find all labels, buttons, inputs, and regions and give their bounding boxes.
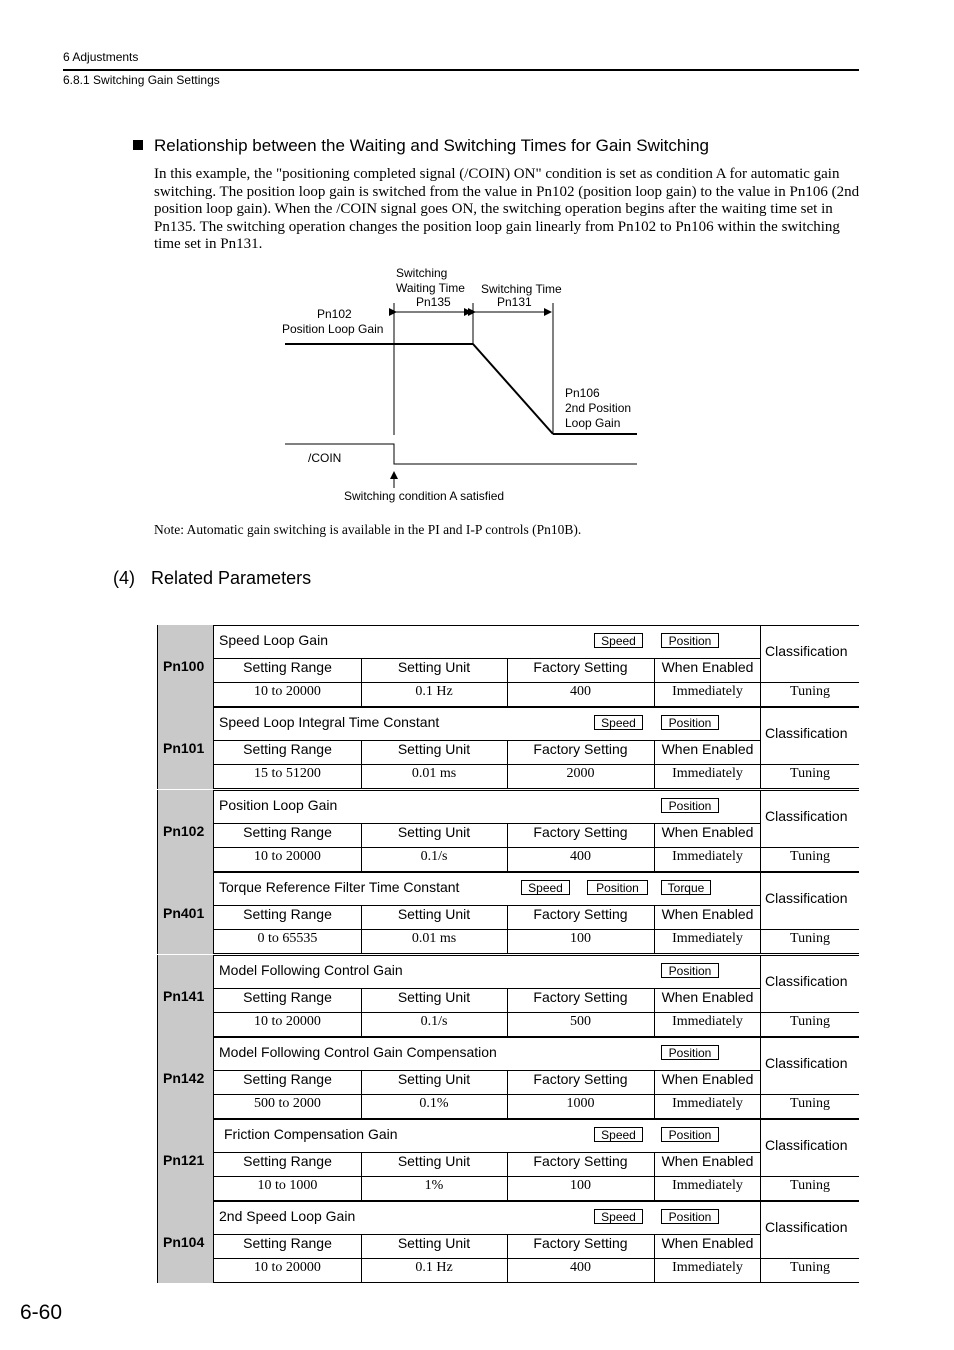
table-top-rule — [157, 707, 859, 708]
value-enabled: Immediately — [672, 1260, 743, 1275]
column-header-range: Setting Range — [243, 824, 332, 840]
value-factory: 400 — [570, 684, 591, 699]
column-header-unit: Setting Unit — [397, 1153, 471, 1169]
table-top-rule — [157, 1119, 859, 1120]
value-enabled: Immediately — [672, 1014, 743, 1029]
column-header-unit: Setting Unit — [397, 659, 471, 675]
classification-divider — [760, 1012, 859, 1013]
column-header-factory: Factory Setting — [533, 741, 628, 757]
value-unit: 1% — [424, 1178, 444, 1193]
value-range: 10 to 20000 — [254, 849, 321, 864]
label-pn102-2: Position Loop Gain — [282, 322, 384, 336]
control-mode-tag-torque: Torque — [661, 880, 711, 895]
param-id: Pn101 — [157, 707, 214, 789]
header-chapter: 6 Adjustments — [63, 50, 139, 64]
param-table-pn141 — [157, 955, 859, 1037]
value-factory: 1000 — [566, 1096, 595, 1111]
value-range: 10 to 20000 — [254, 684, 321, 699]
table-bottom-rule — [157, 788, 859, 789]
param-table-pn104 — [157, 1201, 859, 1283]
value-enabled: Immediately — [672, 684, 743, 699]
value-classification: Tuning — [790, 931, 830, 946]
value-factory: 100 — [570, 931, 591, 946]
label-pn106-3: Loop Gain — [565, 416, 621, 430]
control-mode-tag-position: Position — [661, 963, 719, 978]
control-mode-tag-speed: Speed — [594, 633, 643, 648]
column-header-unit: Setting Unit — [397, 989, 471, 1005]
value-unit: 0.1/s — [420, 849, 448, 864]
table-bottom-rule — [157, 953, 859, 954]
param-name: Friction Compensation Gain — [224, 1126, 398, 1142]
table-bottom-rule — [157, 1282, 859, 1283]
classification-label: Classification — [765, 1055, 848, 1071]
column-header-enabled: When Enabled — [661, 659, 754, 675]
label-switching-1: Switching Time — [481, 282, 562, 296]
value-range: 10 to 1000 — [257, 1178, 318, 1193]
label-switching-2: Pn131 — [497, 295, 532, 309]
column-header-range: Setting Range — [243, 659, 332, 675]
classification-divider — [760, 1094, 859, 1095]
classification-divider — [760, 929, 859, 930]
param-name: Position Loop Gain — [219, 797, 338, 813]
param-id: Pn141 — [157, 955, 214, 1037]
param-table-pn100 — [157, 625, 859, 707]
table-top-rule — [157, 1037, 859, 1038]
page-number: 6-60 — [20, 1301, 63, 1324]
classification-divider — [760, 1258, 859, 1259]
control-mode-tag-position: Position — [661, 1209, 719, 1224]
value-classification: Tuning — [790, 1178, 830, 1193]
control-mode-tag-position: Position — [661, 798, 719, 813]
column-header-enabled: When Enabled — [661, 1153, 754, 1169]
column-header-range: Setting Range — [243, 906, 332, 922]
classification-label: Classification — [765, 1137, 848, 1153]
label-condition: Switching condition A satisfied — [344, 489, 505, 503]
value-classification: Tuning — [790, 849, 830, 864]
section-paragraph: In this example, the "positioning completed signal (/COIN) ON" condition is set as condition A for automatic gain switching. The position loop gain is switched from the value in Pn102 (position loop gain) to the value in Pn106 (2nd position loop gain). When the /COIN signal goes ON, the switching operation begins after the waiting time set in Pn135. The switching operation changes the position loop gain linearly from Pn102 to Pn106 within the switching time set in Pn131. — [154, 166, 860, 252]
column-header-range: Setting Range — [243, 741, 332, 757]
value-range: 0 to 65535 — [257, 931, 318, 946]
control-mode-tag-speed: Speed — [594, 715, 643, 730]
column-header-range: Setting Range — [243, 1153, 332, 1169]
column-header-enabled: When Enabled — [661, 906, 754, 922]
control-mode-tag-speed: Speed — [594, 1127, 643, 1142]
table-top-rule — [157, 1201, 859, 1202]
label-coin: /COIN — [308, 451, 342, 465]
param-table-pn102 — [157, 790, 859, 872]
classification-divider — [760, 764, 859, 765]
value-classification: Tuning — [790, 1096, 830, 1111]
value-enabled: Immediately — [672, 1178, 743, 1193]
value-factory: 400 — [570, 849, 591, 864]
value-factory: 100 — [570, 1178, 591, 1193]
classification-divider — [760, 1176, 859, 1177]
control-mode-tag-position: Position — [661, 1127, 719, 1142]
param-name: 2nd Speed Loop Gain — [219, 1208, 356, 1224]
control-mode-tag-position: Position — [587, 880, 648, 895]
control-mode-tag-position: Position — [661, 1045, 719, 1060]
gain-switching-diagram — [0, 0, 954, 520]
classification-label: Classification — [765, 973, 848, 989]
column-header-range: Setting Range — [243, 1235, 332, 1251]
param-table-pn101 — [157, 707, 859, 789]
column-header-range: Setting Range — [243, 989, 332, 1005]
header-section: 6.8.1 Switching Gain Settings — [63, 73, 220, 87]
label-pn102-1: Pn102 — [317, 307, 352, 321]
column-header-range: Setting Range — [243, 1071, 332, 1087]
value-range: 15 to 51200 — [254, 766, 321, 781]
value-row-top — [214, 929, 761, 930]
column-header-unit: Setting Unit — [397, 824, 471, 840]
param-table-pn142 — [157, 1037, 859, 1119]
control-mode-tag-position: Position — [661, 633, 719, 648]
column-header-factory: Factory Setting — [533, 1153, 628, 1169]
column-header-factory: Factory Setting — [533, 906, 628, 922]
value-enabled: Immediately — [672, 849, 743, 864]
param-id: Pn401 — [157, 872, 214, 954]
value-unit: 0.01 ms — [411, 766, 457, 781]
value-unit: 0.1 Hz — [415, 1260, 453, 1275]
value-row-top — [214, 1012, 761, 1013]
label-pn106-2: 2nd Position — [565, 401, 632, 415]
param-id: Pn104 — [157, 1201, 214, 1283]
value-factory: 2000 — [566, 766, 595, 781]
classification-label: Classification — [765, 725, 848, 741]
column-header-enabled: When Enabled — [661, 989, 754, 1005]
related-parameters-title — [113, 568, 311, 589]
label-pn106-1: Pn106 — [565, 386, 600, 400]
value-row-top — [214, 764, 761, 765]
value-range: 10 to 20000 — [254, 1014, 321, 1029]
table-top-rule — [157, 872, 859, 873]
column-header-unit: Setting Unit — [397, 1235, 471, 1251]
label-waiting-3: Pn135 — [416, 295, 451, 309]
value-factory: 500 — [570, 1014, 591, 1029]
classification-label: Classification — [765, 1219, 848, 1235]
value-range: 10 to 20000 — [254, 1260, 321, 1275]
column-header-enabled: When Enabled — [661, 1235, 754, 1251]
value-factory: 400 — [570, 1260, 591, 1275]
note-text: Note: Automatic gain switching is available in the PI and I-P controls (Pn10B). — [154, 522, 582, 537]
value-range: 500 to 2000 — [254, 1096, 321, 1111]
value-unit: 0.1 Hz — [415, 684, 453, 699]
table-top-rule — [157, 955, 859, 956]
param-id: Pn142 — [157, 1037, 214, 1119]
table-top-rule — [157, 625, 859, 626]
column-header-enabled: When Enabled — [661, 741, 754, 757]
control-mode-tag-position: Position — [661, 715, 719, 730]
control-mode-tag-speed: Speed — [521, 880, 570, 895]
classification-divider — [760, 847, 859, 848]
value-enabled: Immediately — [672, 1096, 743, 1111]
column-header-factory: Factory Setting — [533, 989, 628, 1005]
control-mode-tag-speed: Speed — [594, 1209, 643, 1224]
param-id: Pn102 — [157, 790, 214, 872]
label-waiting-1: Switching — [396, 266, 448, 280]
related-title-text: Related Parameters — [151, 568, 312, 588]
column-header-enabled: When Enabled — [661, 824, 754, 840]
value-enabled: Immediately — [672, 766, 743, 781]
param-table-pn121 — [157, 1119, 859, 1201]
value-row-top — [214, 682, 761, 683]
classification-label: Classification — [765, 643, 848, 659]
value-unit: 0.1% — [419, 1096, 449, 1111]
value-unit: 0.1/s — [420, 1014, 448, 1029]
value-row-top — [214, 1258, 761, 1259]
section-title-text: Relationship between the Waiting and Switching Times for Gain Switching — [154, 136, 709, 155]
table-top-rule — [157, 790, 859, 791]
classification-label: Classification — [765, 890, 848, 906]
classification-label: Classification — [765, 808, 848, 824]
column-header-factory: Factory Setting — [533, 824, 628, 840]
value-enabled: Immediately — [672, 931, 743, 946]
column-header-factory: Factory Setting — [533, 659, 628, 675]
value-row-top — [214, 1176, 761, 1177]
classification-divider — [760, 682, 859, 683]
param-table-pn401 — [157, 872, 859, 954]
param-name: Model Following Control Gain Compensation — [219, 1044, 497, 1060]
label-waiting-2: Waiting Time — [396, 281, 465, 295]
column-header-factory: Factory Setting — [533, 1071, 628, 1087]
related-number: (4) — [113, 568, 135, 588]
param-id: Pn121 — [157, 1119, 214, 1201]
value-classification: Tuning — [790, 766, 830, 781]
gain-line-transition — [473, 344, 553, 434]
value-unit: 0.01 ms — [411, 931, 457, 946]
value-classification: Tuning — [790, 684, 830, 699]
column-header-unit: Setting Unit — [397, 1071, 471, 1087]
column-header-factory: Factory Setting — [533, 1235, 628, 1251]
param-name: Torque Reference Filter Time Constant — [219, 879, 460, 895]
param-name: Speed Loop Gain — [219, 632, 328, 648]
param-name: Model Following Control Gain — [219, 962, 403, 978]
param-name: Speed Loop Integral Time Constant — [219, 714, 440, 730]
value-row-top — [214, 847, 761, 848]
column-header-enabled: When Enabled — [661, 1071, 754, 1087]
value-classification: Tuning — [790, 1014, 830, 1029]
value-classification: Tuning — [790, 1260, 830, 1275]
column-header-unit: Setting Unit — [397, 906, 471, 922]
value-row-top — [214, 1094, 761, 1095]
param-id: Pn100 — [157, 625, 214, 707]
column-header-unit: Setting Unit — [397, 741, 471, 757]
